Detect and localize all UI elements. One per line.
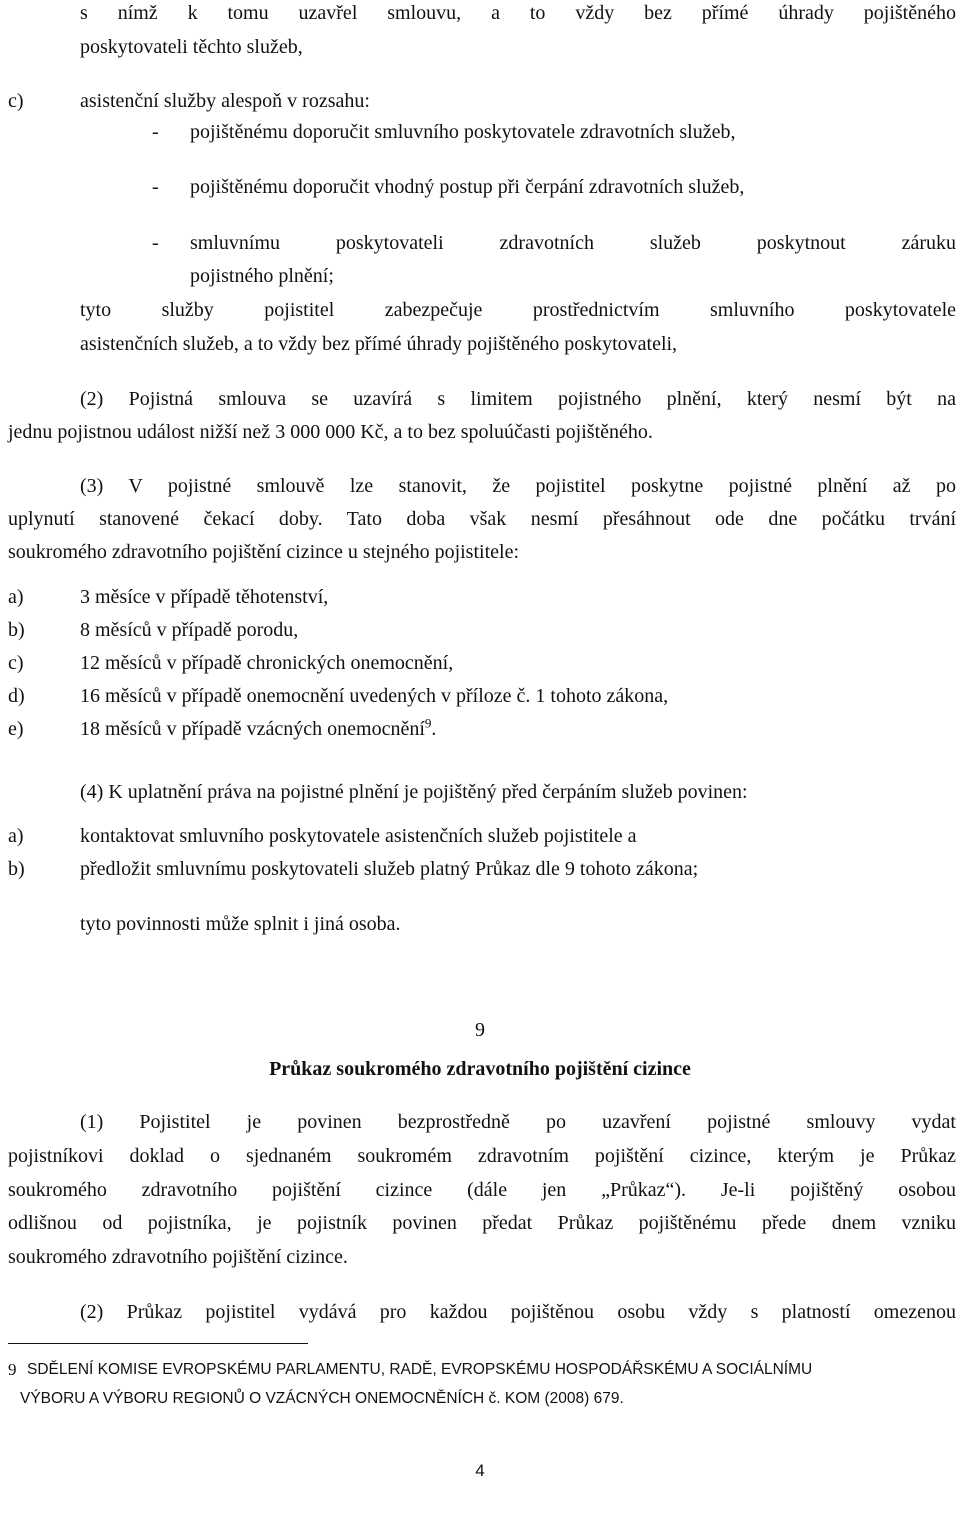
paragraph-line: (3) V pojistné smlouvě lze stanovit, že pojistitel poskytne pojistné plnění až po: [80, 475, 956, 497]
paragraph-line: odlišnou od pojistníka, je pojistník povinen předat Průkaz pojištěnému přede dnem vzniku: [8, 1212, 956, 1234]
bullet-dash: -: [152, 232, 159, 254]
paragraph-line: (2) Pojistná smlouva se uzavírá s limitem pojistného plnění, který nesmí být na: [80, 388, 956, 410]
paragraph-line: tyto povinnosti může splnit i jiná osoba.: [80, 913, 401, 935]
paragraph-line: (4) K uplatnění práva na pojistné plnění je pojištěný před čerpáním služeb povinen:: [80, 781, 748, 803]
bullet-dash: -: [152, 121, 159, 143]
list-item-text: kontaktovat smluvního poskytovatele asistenčních služeb pojistitele a: [80, 825, 637, 847]
paragraph-line: jednu pojistnou událost nižší než 3 000 000 Kč, a to bez spoluúčasti pojištěného.: [8, 421, 653, 443]
list-item-text: 12 měsíců v případě chronických onemocnění,: [80, 652, 454, 674]
list-marker: c): [8, 90, 24, 112]
footnote-separator: [8, 1343, 308, 1344]
text-line: asistenčních služeb, a to vždy bez přímé úhrady pojištěného poskytovateli,: [80, 333, 678, 355]
footnote-ref[interactable]: 9: [424, 715, 432, 731]
list-item-end: .: [431, 718, 437, 740]
list-marker: c): [8, 652, 24, 674]
text-line: tyto služby pojistitel zabezpečuje prostřednictvím smluvního poskytovatele: [80, 299, 956, 321]
list-item-text-main: 18 měsíců v případě vzácných onemocnění: [80, 718, 425, 740]
paragraph-line: soukromého zdravotního pojištění cizince (dále jen „Průkaz“). Je-li pojištěný osobou: [8, 1179, 956, 1201]
footnote-text: SDĚLENÍ KOMISE EVROPSKÉMU PARLAMENTU, RADĚ, EVROPSKÉMU HOSPODÁŘSKÉMU A SOCIÁLNÍMU: [27, 1361, 813, 1378]
list-marker: b): [8, 858, 25, 880]
list-marker: e): [8, 718, 24, 740]
paragraph-line: soukromého zdravotního pojištění cizince u stejného pojistitele:: [8, 541, 519, 563]
list-item-text: asistenční služby alespoň v rozsahu:: [80, 90, 370, 112]
bullet-text: smluvnímu poskytovateli zdravotních služeb poskytnout záruku: [190, 232, 956, 254]
page-number: 4: [475, 1461, 485, 1480]
footnote-number: 9: [8, 1360, 17, 1379]
list-marker: b): [8, 619, 25, 641]
text-line: poskytovateli těchto služeb,: [80, 36, 303, 58]
list-marker: d): [8, 685, 25, 707]
list-item-text: předložit smluvnímu poskytovateli služeb platný Průkaz dle 9 tohoto zákona;: [80, 858, 699, 880]
list-item-text: 3 měsíce v případě těhotenství,: [80, 586, 329, 608]
section-title: Průkaz soukromého zdravotního pojištění cizince: [269, 1058, 691, 1080]
paragraph-line: (1) Pojistitel je povinen bezprostředně po uzavření pojistné smlouvy vydat: [80, 1111, 956, 1133]
bullet-text: pojistného plnění;: [190, 265, 334, 287]
bullet-text: pojištěnému doporučit smluvního poskytovatele zdravotních služeb,: [190, 121, 736, 143]
bullet-dash: -: [152, 176, 159, 198]
section-number: 9: [475, 1019, 485, 1041]
list-marker: a): [8, 586, 24, 608]
list-marker: a): [8, 825, 24, 847]
paragraph-line: pojistníkovi doklad o sjednaném soukromém zdravotním pojištění cizince, kterým je Průkaz: [8, 1145, 956, 1167]
list-item-text: 16 měsíců v případě onemocnění uvedených v příloze č. 1 tohoto zákona,: [80, 685, 669, 707]
list-item-text: 8 měsíců v případě porodu,: [80, 619, 299, 641]
paragraph-line: (2) Průkaz pojistitel vydává pro každou pojištěnou osobu vždy s platností omezenou: [80, 1301, 956, 1323]
list-item-text: [80, 715, 437, 740]
bullet-text: pojištěnému doporučit vhodný postup při čerpání zdravotních služeb,: [190, 176, 745, 198]
text-line: s nímž k tomu uzavřel smlouvu, a to vždy bez přímé úhrady pojištěného: [80, 2, 956, 24]
footnote-text: VÝBORU A VÝBORU REGIONŮ O VZÁCNÝCH ONEMOCNĚNÍCH č. KOM (2008) 679.: [20, 1390, 624, 1407]
paragraph-line: soukromého zdravotního pojištění cizince.: [8, 1246, 348, 1268]
paragraph-line: uplynutí stanovené čekací doby. Tato doba však nesmí přesáhnout ode dne počátku trvání: [8, 508, 956, 530]
